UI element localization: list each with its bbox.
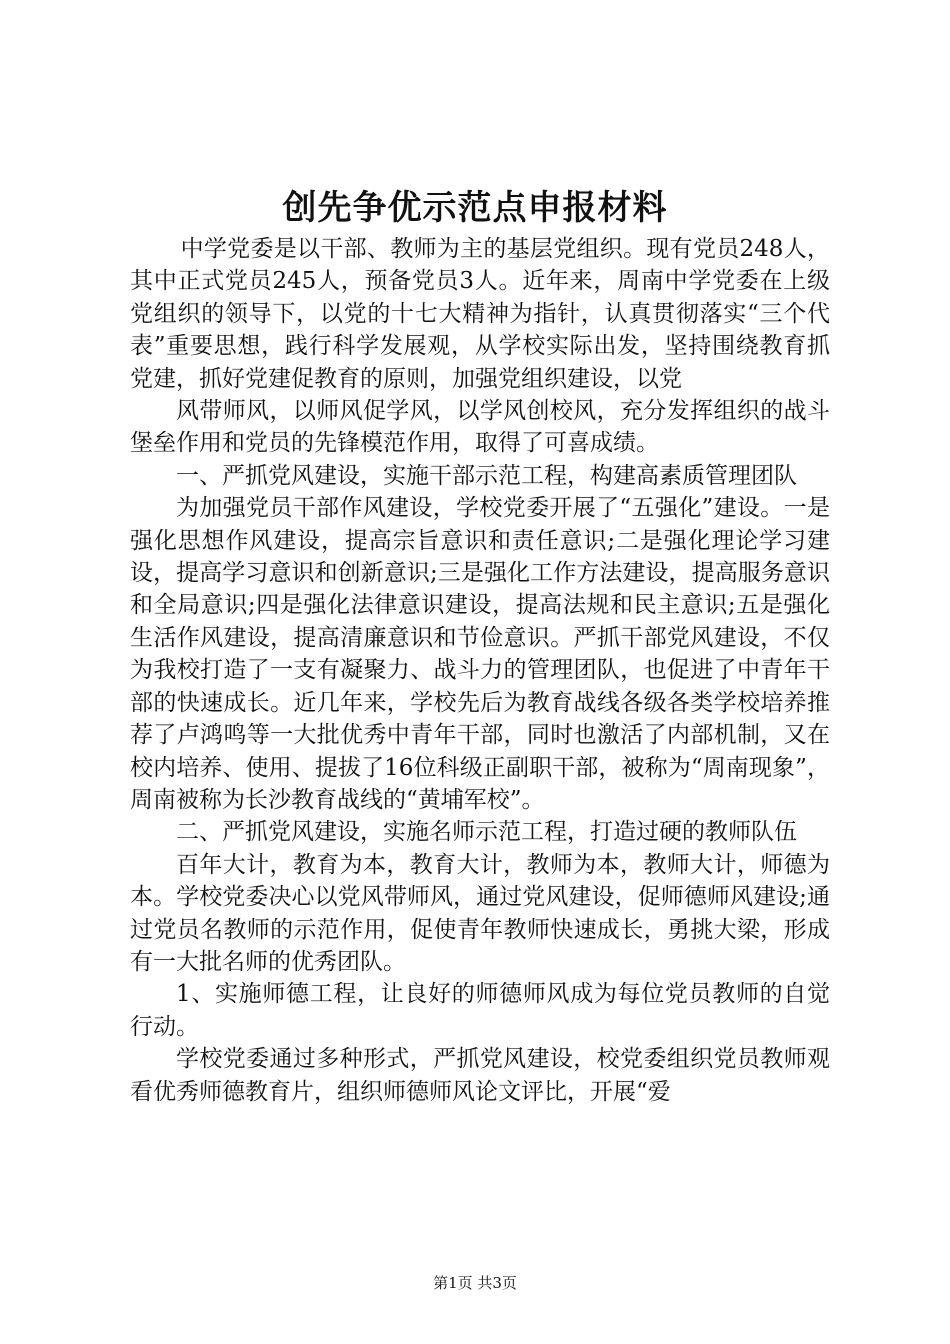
document-body	[130, 233, 830, 1108]
paragraph-section-1: 为加强党员干部作风建设，学校党委开展了“五强化”建设。一是强化思想作风建设，提高宗旨意识和责任意识;二是强化理论学习建设，提高学习意识和创新意识;三是强化工作方法建设，提高服务意识和全局意识;四是强化法律意识建设，提高法规和民主意识;五是强化生活作风建设，提高清廉意识和节俭意识。严抓干部党风建设，不仅为我校打造了一支有凝聚力、战斗力的管理团队，也促进了中青年干部的快速成长。近几年来，学校先后为教育战线各级各类学校培养推荐了卢鸿鸣等一大批优秀中青年干部，同时也激活了内部机制，又在校内培养、使用、提拔了16位科级正副职干部，被称为“周南现象”，周南被称为长沙教育战线的“黄埔军校”。	[130, 495, 830, 813]
section-heading-2: 二、严抓党风建设，实施名师示范工程，打造过硬的教师队伍	[176, 819, 797, 846]
section-heading-1: 一、严抓党风建设，实施干部示范工程，构建高素质管理团队	[176, 462, 797, 489]
page-number-footer: 第1页 共3页	[433, 1274, 517, 1292]
paragraph-intro-continued: 风带师风，以师风促学风，以学风创校风，充分发挥组织的战斗堡垒作用和党员的先锋模范作用，取得了可喜成绩。	[130, 398, 830, 457]
subsection-heading-1: 1、实施师德工程，让良好的师德师风成为每位党员教师的自觉行动。	[130, 981, 830, 1040]
paragraph-intro: 中学党委是以干部、教师为主的基层党组织。现有党员248人，其中正式党员245人，预备党员3人。近年来，周南中学党委在上级党组织的领导下，以党的十七大精神为指针，认真贯彻落实“三个代表”重要思想，践行科学发展观，从学校实际出发，坚持围绕教育抓党建，抓好党建促教育的原则，加强党组织建设，以党	[130, 236, 830, 392]
paragraph-section-2: 百年大计，教育为本，教育大计，教师为本，教师大计，师德为本。学校党委决心以党风带师风，通过党风建设，促师德师风建设;通过党员名教师的示范作用，促使青年教师快速成长，勇挑大梁，形成有一大批名师的优秀团队。	[130, 851, 830, 975]
paragraph-subsection-1: 学校党委通过多种形式，严抓党风建设，校党委组织党员教师观看优秀师德教育片，组织师德师风论文评比，开展“爱	[130, 1046, 830, 1105]
document-title: 创先争优示范点申报材料	[282, 188, 668, 228]
